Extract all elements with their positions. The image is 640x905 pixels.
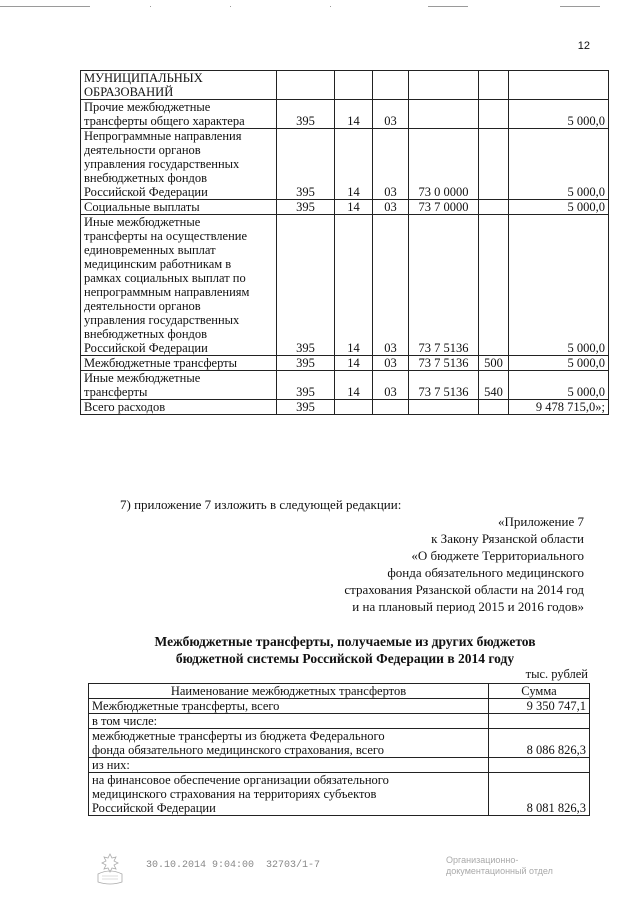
row-name xyxy=(89,729,489,758)
appendix-line: фонда обязательного медицинского xyxy=(387,565,584,580)
row-name-line: Российской Федерации xyxy=(92,801,216,815)
row-name-line: рамках социальных выплат по xyxy=(84,271,246,285)
appendix-line: «Приложение 7 xyxy=(497,514,584,529)
cell-c5 xyxy=(479,71,509,100)
appendix-line: страхования Рязанской области на 2014 год xyxy=(344,582,584,597)
row-name xyxy=(81,200,277,215)
cell-c2: 14 xyxy=(335,371,373,400)
row-name-line: Прочие межбюджетные xyxy=(84,100,211,114)
cell-c3: 03 xyxy=(373,371,409,400)
row-name-line: трансферты xyxy=(84,385,148,399)
cell-c4 xyxy=(409,100,479,129)
header-amount: Сумма xyxy=(489,684,590,699)
heading-line: Межбюджетные трансферты, получаемые из других бюджетов xyxy=(154,634,536,649)
cell-c1: 395 xyxy=(277,356,335,371)
cell-amount: 8 081 826,3 xyxy=(489,773,590,816)
table-row xyxy=(81,215,609,356)
row-name-line: непрограммным направлениям xyxy=(84,285,250,299)
cell-c3: 03 xyxy=(373,200,409,215)
cell-c5 xyxy=(479,215,509,356)
appendix-line: к Закону Рязанской области xyxy=(431,531,584,546)
header-name: Наименование межбюджетных трансфертов xyxy=(89,684,489,699)
cell-c2: 14 xyxy=(335,356,373,371)
cell-c1: 395 xyxy=(277,200,335,215)
row-name-line: Иные межбюджетные xyxy=(84,371,201,385)
cell-c1: 395 xyxy=(277,371,335,400)
appendix-line: и на плановый период 2015 и 2016 годов» xyxy=(352,599,584,614)
cell-c4: 73 7 0000 xyxy=(409,200,479,215)
cell-c1: 395 xyxy=(277,129,335,200)
row-name-line: Российской Федерации xyxy=(84,185,208,199)
row-name-line: трансферты общего характера xyxy=(84,114,245,128)
cell-amount: 9 350 747,1 xyxy=(489,699,590,714)
cell-c5: 500 xyxy=(479,356,509,371)
row-name-line: ОБРАЗОВАНИЙ xyxy=(84,85,174,99)
footer-doc-number: 32703/1-7 xyxy=(266,860,321,871)
department-line: Организационно- xyxy=(446,855,519,865)
table-row xyxy=(89,714,590,729)
table-row xyxy=(81,200,609,215)
cell-c3: 03 xyxy=(373,100,409,129)
table-row xyxy=(81,100,609,129)
row-name-line: в том числе: xyxy=(92,714,158,728)
section-heading xyxy=(80,633,610,667)
cell-c5 xyxy=(479,200,509,215)
table-row xyxy=(81,356,609,371)
table-row xyxy=(89,729,590,758)
cell-c1: 395 xyxy=(277,215,335,356)
cell-c2 xyxy=(335,400,373,415)
table-row xyxy=(81,400,609,415)
row-name-line: Межбюджетные трансферты, всего xyxy=(92,699,280,713)
cell-c3 xyxy=(373,71,409,100)
cell-c4 xyxy=(409,71,479,100)
table-row xyxy=(81,129,609,200)
cell-c4: 73 0 0000 xyxy=(409,129,479,200)
row-name-line: на финансовое обеспечение организации обязательного xyxy=(92,773,389,787)
row-name xyxy=(89,714,489,729)
row-name-line: внебюджетных фондов xyxy=(84,327,208,341)
row-name-line: Социальные выплаты xyxy=(84,200,200,214)
table-row xyxy=(89,758,590,773)
row-name-line: медицинского страхования на территориях субъектов xyxy=(92,787,377,801)
table-row xyxy=(89,699,590,714)
cell-c3: 03 xyxy=(373,356,409,371)
cell-amount: 5 000,0 xyxy=(509,200,609,215)
table-row xyxy=(89,773,590,816)
cell-c2: 14 xyxy=(335,129,373,200)
row-name-line: медицинским работникам в xyxy=(84,257,232,271)
cell-amount: 5 000,0 xyxy=(509,129,609,200)
row-name xyxy=(81,129,277,200)
row-name xyxy=(89,773,489,816)
row-name-line: трансферты на осуществление xyxy=(84,229,248,243)
appendix-line: «О бюджете Территориального xyxy=(411,548,584,563)
row-name-line: Непрограммные направления xyxy=(84,129,242,143)
cell-c5: 540 xyxy=(479,371,509,400)
cell-c5 xyxy=(479,100,509,129)
row-name-line: внебюджетных фондов xyxy=(84,171,208,185)
footer-department xyxy=(446,855,553,877)
row-name-line: деятельности органов xyxy=(84,143,201,157)
coat-of-arms-stamp xyxy=(92,852,128,886)
table-header-row xyxy=(89,684,590,699)
cell-amount: 5 000,0 xyxy=(509,100,609,129)
row-name xyxy=(81,371,277,400)
scan-artifact-line xyxy=(0,6,640,8)
department-line: документационный отдел xyxy=(446,866,553,876)
cell-amount: 5 000,0 xyxy=(509,356,609,371)
expenses-table xyxy=(80,70,609,415)
row-name xyxy=(81,215,277,356)
cell-c3: 03 xyxy=(373,215,409,356)
cell-c2: 14 xyxy=(335,100,373,129)
unit-label: тыс. рублей xyxy=(525,667,588,681)
cell-c5 xyxy=(479,400,509,415)
row-name-line: Межбюджетные трансферты xyxy=(84,356,238,370)
row-name-line: фонда обязательного медицинского страхования, всего xyxy=(92,743,384,757)
cell-amount: 5 000,0 xyxy=(509,371,609,400)
cell-amount: 9 478 715,0»; xyxy=(509,400,609,415)
row-name-line: деятельности органов xyxy=(84,299,201,313)
footer-timestamp: 30.10.2014 9:04:00 xyxy=(146,860,255,871)
cell-c4: 73 7 5136 xyxy=(409,356,479,371)
appendix-header xyxy=(344,513,584,615)
cell-c2 xyxy=(335,71,373,100)
row-name xyxy=(89,699,489,714)
transfers-table xyxy=(88,683,590,816)
cell-amount: 8 086 826,3 xyxy=(489,729,590,758)
cell-c1: 395 xyxy=(277,400,335,415)
heading-line: бюджетной системы Российской Федерации в 2014 году xyxy=(175,651,515,666)
row-name xyxy=(81,356,277,371)
cell-c4: 73 7 5136 xyxy=(409,215,479,356)
cell-amount xyxy=(489,714,590,729)
row-name-line: межбюджетные трансферты из бюджета Федерального xyxy=(92,729,385,743)
cell-amount: 5 000,0 xyxy=(509,215,609,356)
row-name-line: Российской Федерации xyxy=(84,341,208,355)
row-name xyxy=(81,71,277,100)
table-row xyxy=(81,71,609,100)
cell-amount xyxy=(489,758,590,773)
table-row xyxy=(81,371,609,400)
row-name-line: из них: xyxy=(92,758,130,772)
row-name xyxy=(81,400,277,415)
cell-amount xyxy=(509,71,609,100)
amendment-text: 7) приложение 7 изложить в следующей редакции: xyxy=(120,497,402,512)
row-name-line: Иные межбюджетные xyxy=(84,215,201,229)
page-number: 12 xyxy=(577,40,590,52)
row-name-line: МУНИЦИПАЛЬНЫХ xyxy=(84,71,203,85)
cell-c4 xyxy=(409,400,479,415)
cell-c4: 73 7 5136 xyxy=(409,371,479,400)
cell-c1: 395 xyxy=(277,100,335,129)
cell-c3 xyxy=(373,400,409,415)
row-name xyxy=(89,758,489,773)
row-name-line: управления государственных xyxy=(84,313,240,327)
cell-c3: 03 xyxy=(373,129,409,200)
row-name-line: управления государственных xyxy=(84,157,240,171)
cell-c1 xyxy=(277,71,335,100)
row-name-line: единовременных выплат xyxy=(84,243,216,257)
cell-c2: 14 xyxy=(335,200,373,215)
cell-c2: 14 xyxy=(335,215,373,356)
cell-c5 xyxy=(479,129,509,200)
row-name-line: Всего расходов xyxy=(84,400,166,414)
row-name xyxy=(81,100,277,129)
